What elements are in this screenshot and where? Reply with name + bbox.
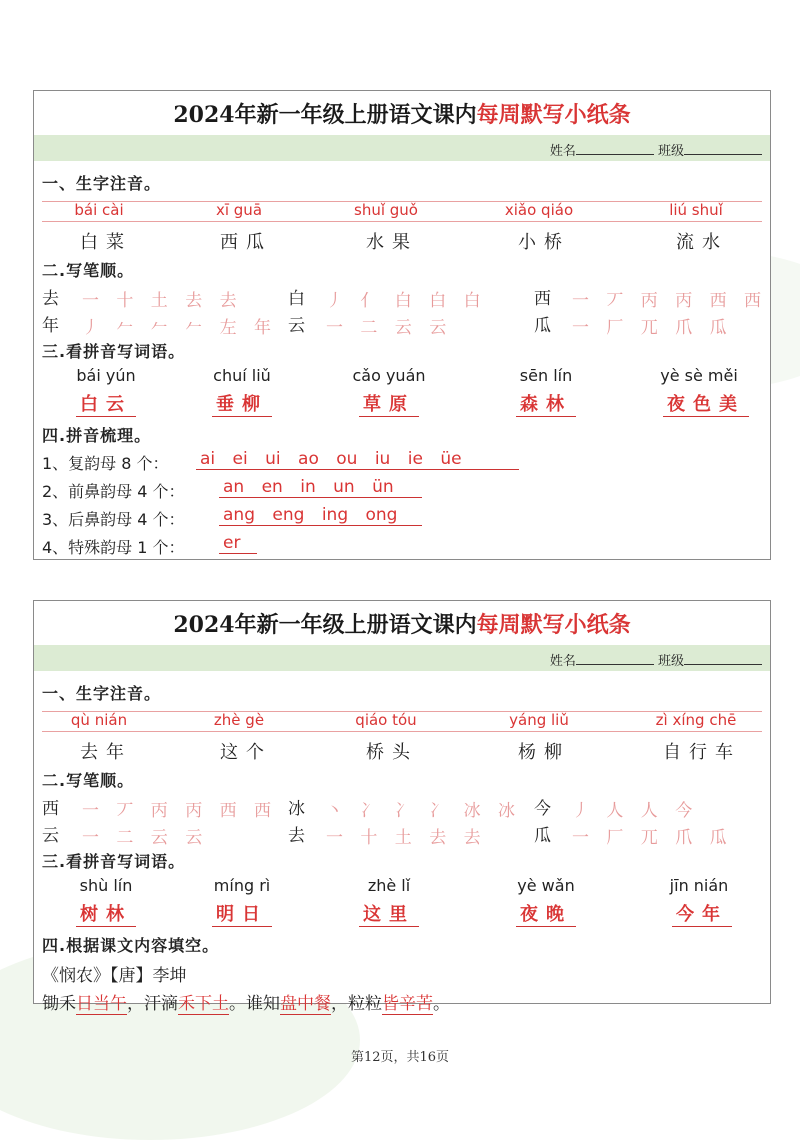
name-blank[interactable] — [576, 142, 654, 155]
section-heading: 四.拼音梳理。 — [42, 426, 152, 445]
answer-word: 夜晚 — [516, 900, 576, 927]
stroke-char: 去 — [42, 289, 59, 309]
section-heading: 三.看拼音写词语。 — [42, 852, 186, 871]
name-bar — [34, 135, 770, 161]
stroke-sequence: 丿 亻 白 白 白 — [326, 291, 487, 311]
stroke-sequence: 一 二 云 云 — [82, 828, 209, 848]
page-footer: 第12页，共16页 — [350, 1050, 450, 1065]
dictation-card-1 — [33, 90, 771, 560]
pinyin: bái yún — [76, 366, 136, 385]
stroke-char: 年 — [42, 316, 59, 336]
stroke-char: 瓜 — [534, 826, 551, 846]
section-heading: 一、生字注音。 — [42, 684, 162, 703]
name-label: 姓名 — [549, 654, 576, 669]
answer-word: 白云 — [76, 390, 136, 417]
stroke-char: 冰 — [288, 799, 305, 819]
pinyin: zhè gè — [213, 711, 265, 729]
stroke-sequence: 一 丆 丙 丙 西 西 — [572, 291, 768, 311]
answer-word: 这里 — [359, 900, 419, 927]
answer-word: 垂柳 — [212, 390, 272, 417]
pinyin: yè wǎn — [517, 876, 575, 895]
pinyin: zhè lǐ — [367, 876, 411, 895]
section-heading: 二.写笔顺。 — [42, 771, 135, 790]
pinyin: xī guā — [215, 201, 263, 219]
finals-answer: ang eng ing ong — [219, 505, 422, 526]
stroke-sequence: 丶 冫 冫 冫 冰 冰 — [326, 801, 522, 821]
pinyin: qiáo tóu — [355, 711, 417, 729]
class-blank[interactable] — [684, 652, 762, 665]
hanzi-word: 西瓜 — [220, 232, 272, 253]
hanzi-word: 桥头 — [366, 742, 418, 763]
stroke-char: 云 — [42, 826, 59, 846]
stroke-char: 瓜 — [534, 316, 551, 336]
hanzi-word: 去年 — [80, 742, 132, 763]
pinyin: shù lín — [79, 876, 133, 895]
card-title: 2024年新一年级上册语文课内 每周默写小纸条 — [173, 611, 631, 638]
section-heading: 一、生字注音。 — [42, 174, 162, 193]
pinyin: cǎo yuán — [352, 366, 426, 385]
hanzi-word: 水果 — [366, 232, 418, 253]
hanzi-word: 这个 — [220, 742, 272, 763]
stroke-sequence: 丿 𠂉 𠂉 𠂉 左 年 — [82, 318, 278, 338]
stroke-sequence: 一 二 云 云 — [326, 318, 453, 338]
finals-label: 1、复韵母 8 个： — [42, 454, 169, 473]
pinyin: qù nián — [70, 711, 128, 729]
pinyin: jīn nián — [669, 876, 729, 895]
poem-answer: 盘中餐 — [280, 994, 331, 1014]
hanzi-word: 流水 — [676, 232, 728, 253]
poem-title: 《悯农》【唐】李坤 — [42, 966, 187, 986]
stroke-sequence: 一 丆 丙 丙 西 西 — [82, 801, 278, 821]
finals-answer: er — [219, 533, 257, 554]
finals-answer: ai ei ui ao ou iu ie üe — [196, 449, 519, 470]
stroke-sequence: 丿 人 人 今 — [572, 801, 699, 821]
section-heading: 四.根据课文内容填空。 — [42, 936, 220, 955]
section-heading: 二.写笔顺。 — [42, 261, 135, 280]
class-label: 班级 — [657, 144, 684, 159]
stroke-char: 白 — [288, 289, 305, 309]
poem-answer: 禾下土 — [178, 994, 229, 1014]
stroke-char: 今 — [534, 799, 551, 819]
pinyin-row — [34, 197, 770, 225]
class-blank[interactable] — [684, 142, 762, 155]
section-heading: 三.看拼音写词语。 — [42, 342, 186, 361]
finals-label: 2、前鼻韵母 4 个： — [42, 482, 185, 501]
answer-word: 夜色美 — [663, 390, 749, 417]
hanzi-word: 杨柳 — [518, 742, 570, 763]
stroke-char: 云 — [288, 316, 305, 336]
pinyin: bái cài — [74, 201, 124, 219]
pinyin: míng rì — [213, 876, 271, 895]
pinyin-row — [34, 707, 770, 735]
pinyin: yè sè měi — [660, 366, 738, 385]
pinyin: chuí liǔ — [213, 366, 271, 385]
name-bar — [34, 645, 770, 671]
pinyin: xiǎo qiáo — [504, 201, 574, 219]
name-label: 姓名 — [549, 144, 576, 159]
answer-word: 今年 — [672, 900, 732, 927]
poem-answer: 皆辛苦 — [382, 994, 433, 1014]
finals-label: 4、特殊韵母 1 个： — [42, 538, 185, 557]
stroke-sequence: 一 厂 兀 爪 瓜 — [572, 318, 733, 338]
pinyin: yáng liǔ — [509, 711, 569, 729]
pinyin: sēn lín — [519, 366, 573, 385]
answer-word: 森林 — [516, 390, 576, 417]
stroke-char: 去 — [288, 826, 305, 846]
hanzi-word: 小桥 — [518, 232, 570, 253]
dictation-card-2 — [33, 600, 771, 1014]
pinyin: liú shuǐ — [669, 201, 723, 219]
stroke-char: 西 — [42, 799, 59, 819]
finals-answer: an en in un ün — [219, 477, 422, 498]
answer-word: 明日 — [212, 900, 272, 927]
pinyin: shuǐ guǒ — [354, 201, 418, 219]
stroke-sequence: 一 十 土 去 去 — [326, 828, 487, 848]
name-blank[interactable] — [576, 652, 654, 665]
poem-answer: 日当午 — [76, 994, 127, 1014]
stroke-char: 西 — [534, 289, 551, 309]
answer-word: 草原 — [359, 390, 419, 417]
answer-word: 树林 — [76, 900, 136, 927]
stroke-sequence: 一 厂 兀 爪 瓜 — [572, 828, 733, 848]
pinyin: zì xíng chē — [655, 711, 737, 729]
card-title: 2024年新一年级上册语文课内 每周默写小纸条 — [173, 101, 631, 128]
finals-label: 3、后鼻韵母 4 个： — [42, 510, 185, 529]
hanzi-word: 白菜 — [80, 232, 132, 253]
poem-line: 锄禾日当午，汗滴禾下土。谁知盘中餐，粒粒皆辛苦。 — [42, 994, 450, 1014]
stroke-sequence: 一 十 土 去 去 — [82, 291, 243, 311]
class-label: 班级 — [657, 654, 684, 669]
hanzi-word: 自行车 — [663, 742, 741, 763]
